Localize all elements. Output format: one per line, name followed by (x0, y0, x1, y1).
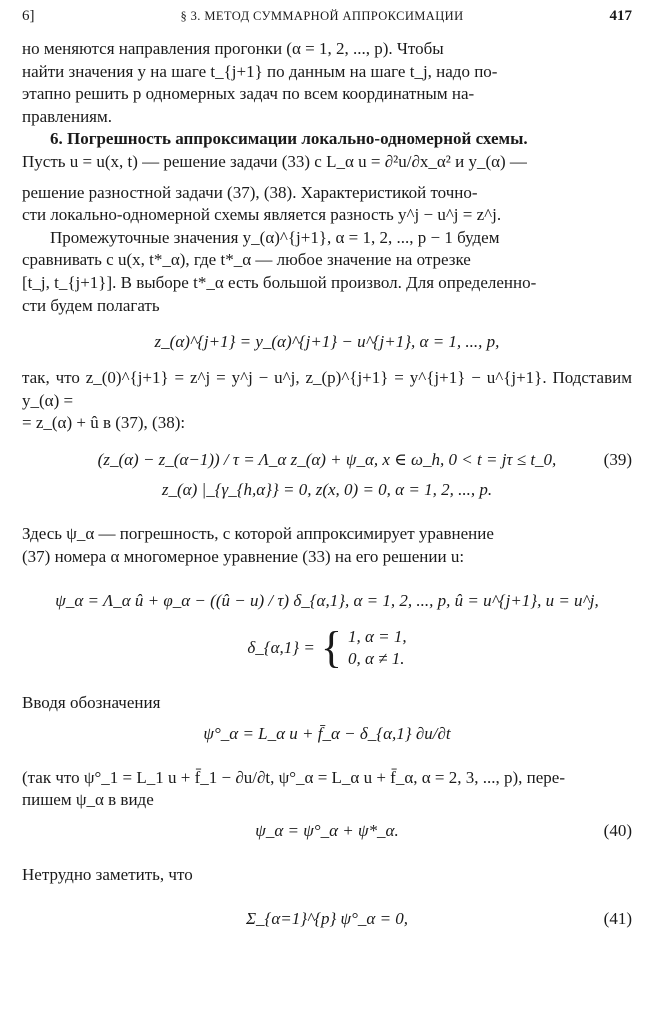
equation-delta-lhs: δ_{α,1} = (247, 638, 315, 658)
equation-number: (39) (603, 449, 632, 469)
equation-39-boundary: z_(α) |_{γ_{h,α}} = 0, z(x, 0) = 0, α = 1, 2, ..., p. (161, 479, 493, 499)
equation-psi: ψ_α = Λ_α û + φ_α − ((û − u) / τ) δ_{α,1}, α = 1, 2, ..., p, û = u^{j+1}, u = u^j, (55, 591, 599, 611)
equation-40-main: ψ_α = ψ°_α + ψ*_α. (255, 820, 399, 840)
paragraph-line: Пусть u = u(x, t) — решение задачи (33) с L_α u = ∂²u/∂x_α² и y_(α) — (22, 151, 527, 171)
paragraph-line: сти будем полагать (22, 295, 160, 315)
page-header (22, 8, 632, 38)
paragraph-line: Нетрудно заметить, что (22, 864, 193, 884)
brace-icon: { (320, 623, 342, 673)
equation-psi-zero: ψ°_α = L_α u + f̄_α − δ_{α,1} ∂u/∂t (203, 723, 451, 743)
equation-39-main: (z_(α) − z_(α−1)) / τ = Λ_α z_(α) + ψ_α, x ∈ ω_h, 0 < t = jτ ≤ t_0, (97, 449, 557, 469)
equation-number: (41) (603, 909, 632, 929)
paragraph-line: сти локально-одномерной схемы является разность y^j − u^j = z^j. (22, 205, 502, 225)
paragraph-line: решение разностной задачи (37), (38). Характеристикой точно- (22, 182, 478, 202)
paragraph-line: (37) номера α многомерное уравнение (33) на его решении u: (22, 546, 465, 566)
paragraph-line: правлениям. (22, 106, 112, 126)
paragraph-line: Здесь ψ_α — погрешность, с которой аппроксимирует уравнение (22, 523, 494, 543)
equation-41-main: Σ_{α=1}^{p} ψ°_α = 0, (245, 909, 409, 929)
equation-39 (22, 449, 632, 471)
equation-delta-case: 1, α = 1, (347, 627, 407, 647)
equation-41 (22, 908, 632, 930)
book-page (22, 8, 632, 930)
equation-z: z_(α)^{j+1} = y_(α)^{j+1} − u^{j+1}, α = 1, ..., p, (154, 332, 500, 352)
paragraph-line: сравнивать с u(x, t*_α), где t*_α — любое значение на отрезке (22, 250, 471, 270)
page-number: 417 (609, 8, 632, 24)
paragraph-line: [t_j, t_{j+1}]. В выборе t*_α есть большой произвол. Для определенно- (22, 272, 537, 292)
paragraph-line: найти значения y на шаге t_{j+1} по данным на шаге t_j, надо по- (22, 61, 498, 81)
paragraph-line: пишем ψ_α в виде (22, 790, 154, 810)
equation-40 (22, 820, 632, 842)
paragraph-line: но меняются направления прогонки (α = 1, 2, ..., p). Чтобы (22, 39, 444, 58)
paragraph-line: Вводя обозначения (22, 693, 161, 713)
equation-number: (40) (603, 820, 632, 840)
paragraph-line: так, что z_(0)^{j+1} = z^j = y^j − u^j, z_(p)^{j+1} = y^{j+1} − u^{j+1}. Подставим y_(α) = (22, 368, 632, 410)
paragraph-line: Промежуточные значения y_(α)^{j+1}, α = 1, 2, ..., p − 1 будем (50, 227, 500, 247)
section-heading: 6. Погрешность аппроксимации локально-одномерной схемы. (50, 129, 528, 149)
header-left-number: 6] (22, 8, 35, 24)
paragraph-line: (так что ψ°_1 = L_1 u + f̄_1 − ∂u/∂t, ψ°_α = L_α u + f̄_α, α = 2, 3, ..., p), пере- (22, 767, 565, 787)
equation-delta (22, 623, 632, 673)
paragraph-line: этапно решить p одномерных задач по всем координатным на- (22, 84, 475, 104)
running-title: § 3. МЕТОД СУММАРНОЙ АППРОКСИМАЦИИ (180, 9, 464, 23)
equation-delta-case: 0, α ≠ 1. (347, 649, 405, 669)
paragraph-line: = z_(α) + û в (37), (38): (22, 413, 186, 433)
